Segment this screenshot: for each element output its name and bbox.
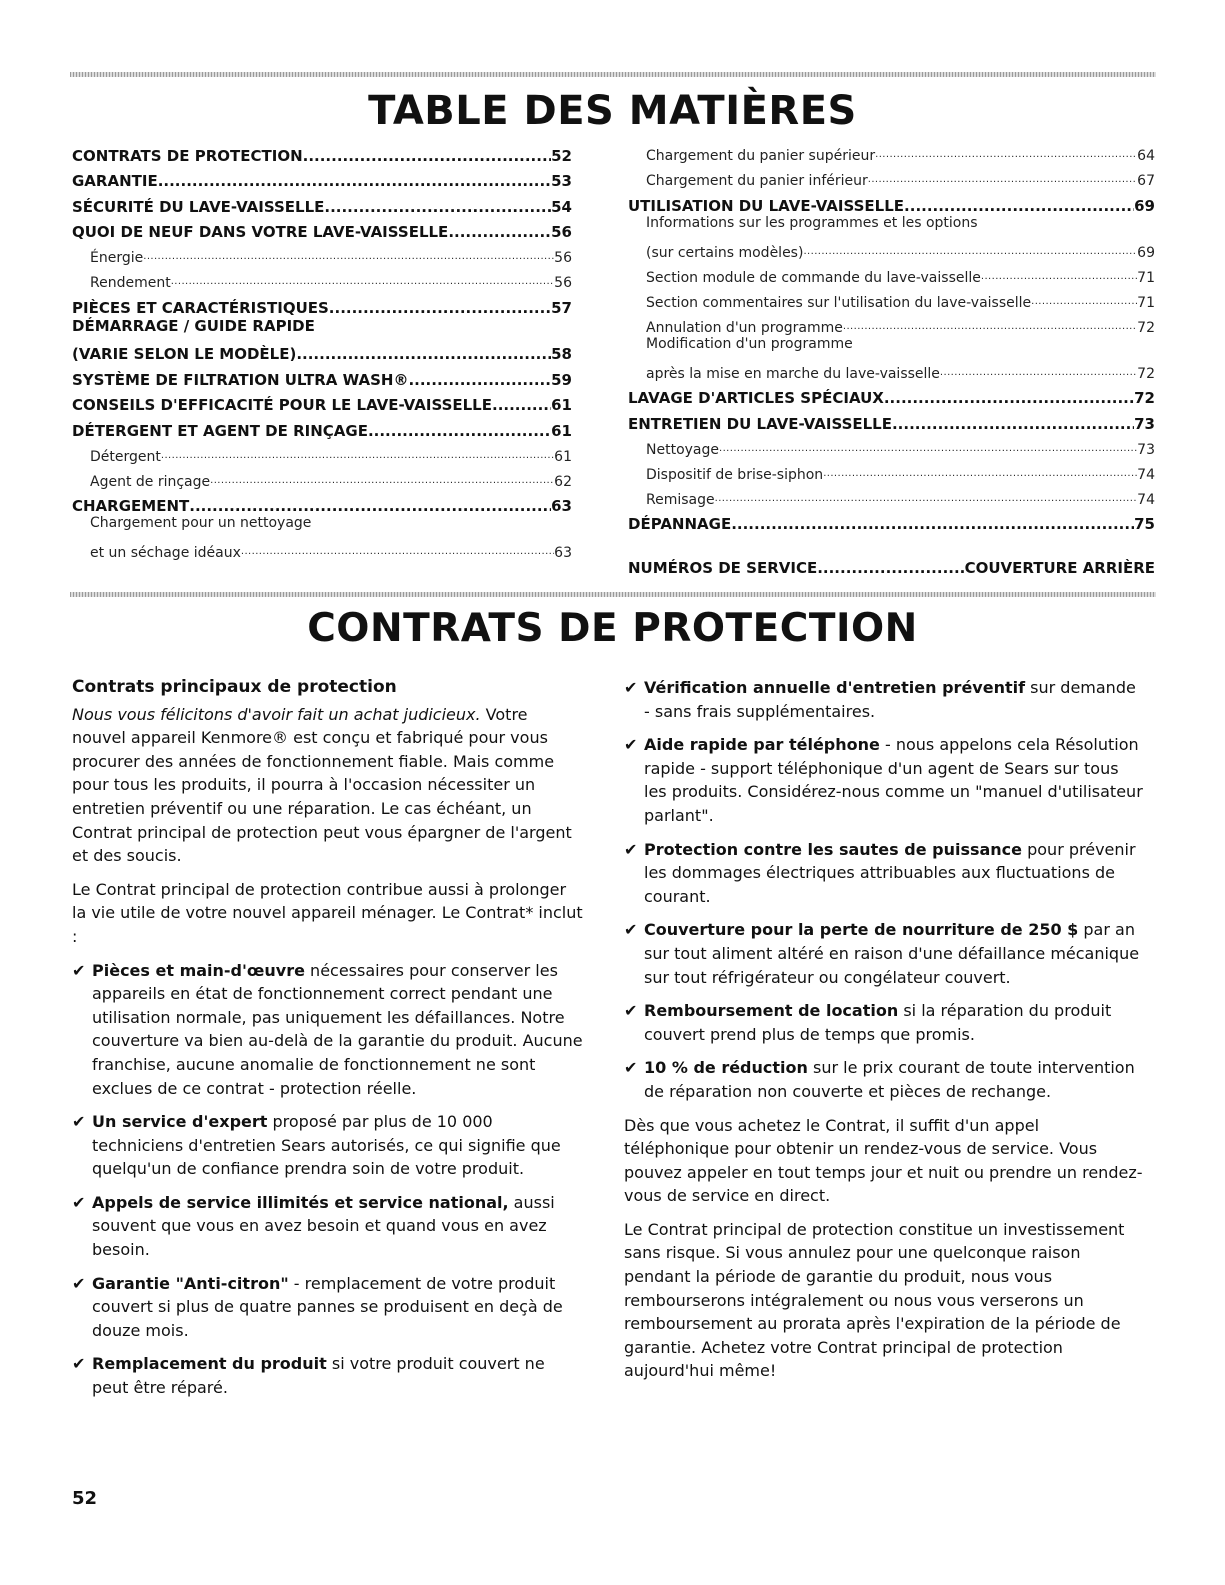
toc-entry-label: Chargement pour un nettoyage: [90, 515, 312, 531]
mid-rule: [70, 592, 1156, 597]
intro-paragraph: [72, 703, 584, 868]
toc-leader-dots: [189, 497, 551, 515]
toc-entry-page: 59: [551, 370, 572, 389]
toc-entry: [72, 440, 572, 465]
toc-entry-page: 63: [554, 545, 572, 561]
toc-leader-dots: [143, 248, 554, 266]
toc-entry-page: 74: [1137, 466, 1155, 483]
toc-entry-title: (sur certains modèles): [646, 244, 804, 261]
bullet-text: - nous appelons cela Résolution rapide - support téléphonique d'un agent de Sears sur tous les produits. Considérez-nous comme un "manuel d'utilisateur parlant".: [644, 735, 1143, 825]
toc-entry-page: 71: [1137, 269, 1155, 286]
top-rule: [70, 72, 1156, 77]
toc-leader-dots: [875, 146, 1137, 164]
toc-entry: [72, 216, 572, 242]
toc-entry: [628, 189, 1155, 215]
right-paragraph-1: Dès que vous achetez le Contrat, il suffit d'un appel téléphonique pour obtenir un rendez-vous de service. Vous pouvez appeler en tout temps jour et nuit ou prendre un rendez-vous de service en direct.: [624, 1115, 1143, 1206]
toc-entry: [72, 536, 572, 561]
toc-leader-dots: [158, 172, 551, 190]
toc-leader-dots: [303, 147, 552, 165]
toc-entry-page: 63: [551, 497, 572, 515]
intro-rest: Votre nouvel appareil Kenmore® est conçu et fabriqué pour vous procurer des années de fonctionnement fiable. Mais comme pour tous les produits, il pourra à l'occasion nécessiter un entretien préventif ou une réparation. Le cas échéant, un Contrat principal de protection peut vous épargner de l'argent et des soucis.: [72, 704, 572, 866]
checkmark-icon: ✔: [72, 1112, 86, 1132]
toc-entry-page: COUVERTURE ARRIÈRE: [964, 558, 1155, 577]
bullet-text: par an sur tout aliment altéré en raison d'une défaillance mécanique sur tout réfrigérateur ou congélateur couvert.: [644, 920, 1140, 987]
toc-leader-dots: [940, 364, 1137, 382]
toc-entry: [72, 139, 572, 165]
toc-right-column: [628, 139, 1155, 577]
toc-entry: [628, 551, 1155, 577]
toc-entry-page: 61: [554, 448, 572, 465]
toc-leader-dots: [368, 422, 551, 440]
toc-entry-title: NUMÉROS DE SERVICE: [628, 558, 818, 577]
checkmark-icon: ✔: [72, 1273, 86, 1293]
bullet-text: pour prévenir les dommages électriques attribuables aux fluctuations de courant.: [644, 839, 1136, 906]
toc-entry-page: 73: [1134, 414, 1155, 433]
toc-leader-dots: [408, 371, 551, 389]
toc-entry-title: après la mise en marche du lave-vaisselle: [646, 365, 940, 382]
toc-entry-title: CONSEILS D'EFFICACITÉ POUR LE LAVE-VAISSELLE: [72, 396, 492, 414]
toc-entry: [628, 261, 1155, 286]
bullet-text: sur le prix courant de toute intervention de réparation non couverte et pièces de rechange.: [644, 1058, 1135, 1101]
bullet-lead: Remboursement de location: [644, 1001, 899, 1021]
toc-entry: [72, 490, 572, 516]
checkmark-icon: ✔: [624, 1001, 638, 1021]
bullet-item: [72, 1191, 584, 1262]
left-text-column: [72, 676, 584, 1410]
toc-leader-dots: [884, 389, 1134, 407]
toc-entry: [72, 414, 572, 440]
toc-entry-page: 72: [1137, 319, 1155, 336]
bullet-lead: Garantie "Anti-citron": [92, 1273, 289, 1293]
toc-entry-page: 61: [551, 396, 572, 414]
toc-entry-title: UTILISATION DU LAVE-VAISSELLE: [628, 196, 905, 215]
checkmark-icon: ✔: [624, 839, 638, 859]
toc-leader-dots: [171, 273, 554, 291]
toc-entry-page: 56: [554, 275, 572, 291]
toc-entry-label: Modification d'un programme: [646, 335, 853, 352]
toc-entry-page: 64: [1137, 148, 1155, 164]
toc-entry-page: 56: [554, 250, 572, 266]
checkmark-icon: ✔: [624, 920, 638, 940]
bullet-lead: Couverture pour la perte de nourriture de 250 $: [644, 920, 1079, 940]
toc-entry: [72, 291, 572, 317]
toc-entry-title: Chargement du panier inférieur: [646, 173, 868, 189]
bullet-item: [624, 999, 1144, 1046]
toc-entry-page: 72: [1134, 389, 1155, 407]
toc-entry: [628, 139, 1155, 164]
toc-entry-page: 73: [1137, 441, 1155, 458]
toc-entry: [72, 165, 572, 191]
toc-entry-title: LAVAGE D'ARTICLES SPÉCIAUX: [628, 389, 884, 407]
toc-entry-page: 53: [551, 172, 572, 190]
right-text-column: [624, 676, 1144, 1393]
toc-entry-page: 72: [1137, 365, 1155, 382]
toc-entry-page: 74: [1137, 491, 1155, 508]
toc-entry-page: 52: [551, 146, 572, 165]
toc-entry-label: DÉMARRAGE / GUIDE RAPIDE: [72, 316, 315, 335]
page-number: 52: [72, 1488, 98, 1509]
toc-entry-title: SYSTÈME DE FILTRATION ULTRA WASH®: [72, 370, 409, 389]
bullet-text: sur demande - sans frais supplémentaires.: [644, 678, 1136, 721]
bullet-text: aussi souvent que vous en avez besoin et quand vous en avez besoin.: [92, 1192, 555, 1260]
bullet-item: [72, 1352, 584, 1399]
bullet-text: proposé par plus de 10 000 techniciens d'entretien Sears autorisés, ce qui signifie que quelqu'un de confiance prendra soin de votre produit.: [92, 1112, 561, 1179]
bullet-item: [624, 838, 1144, 909]
bullet-text: nécessaires pour conserver les appareils en état de fonctionnement correct pendant une utilisation normale, pas uniquement les défaillances. Notre couverture va bien au-delà de la garantie du produit. Aucune franchise, aucune anomalie de fonctionnement ne sont exclues de ce contrat - protection réelle.: [92, 960, 583, 1098]
bullet-item: [624, 1056, 1144, 1103]
intro-italic: Nous vous félicitons d'avoir fait un achat judicieux.: [72, 704, 481, 724]
checkmark-icon: ✔: [624, 1058, 638, 1078]
checkmark-icon: ✔: [72, 1192, 86, 1212]
toc-leader-dots: [731, 515, 1134, 533]
toc-entry-label: Informations sur les programmes et les options: [646, 214, 978, 231]
toc-entry: [72, 190, 572, 216]
toc-entry-title: QUOI DE NEUF DANS VOTRE LAVE-VAISSELLE: [72, 223, 449, 241]
toc-leader-dots: [1031, 293, 1137, 311]
toc-entry-title: Agent de rinçage: [90, 473, 211, 490]
toc-leader-dots: [329, 299, 551, 317]
bullet-lead: 10 % de réduction: [644, 1058, 808, 1078]
toc-entry-title: Nettoyage: [646, 441, 719, 458]
bullet-item: [72, 959, 584, 1101]
bullet-item: [624, 733, 1144, 827]
toc-leader-dots: [161, 447, 554, 465]
toc-entry-title: Dispositif de brise-siphon: [646, 466, 824, 483]
toc-entry: [628, 433, 1155, 458]
left-bullet-list: [72, 959, 584, 1400]
bullet-text: si votre produit couvert ne peut être réparé.: [92, 1354, 545, 1398]
toc-entry-page: 61: [551, 421, 572, 440]
toc-leader-dots: [823, 465, 1137, 483]
paragraph-2: Le Contrat principal de protection contribue aussi à prolonger la vie utile de votre nouvel appareil ménager. Le Contrat* inclut :: [72, 879, 583, 946]
toc-entry-title: Section module de commande du lave-vaisselle: [646, 269, 981, 286]
toc-entry-page: 69: [1134, 196, 1155, 215]
toc-entry: [72, 241, 572, 266]
bullet-lead: Remplacement du produit: [92, 1354, 327, 1374]
toc-leader-dots: [892, 415, 1134, 433]
toc-leader-dots: [981, 268, 1137, 286]
toc-entry-page: 54: [551, 197, 572, 216]
toc-entry-title: CONTRATS DE PROTECTION: [72, 146, 303, 165]
toc-entry-title: Annulation d'un programme: [646, 319, 843, 336]
toc-entry-title: DÉPANNAGE: [628, 515, 732, 533]
toc-entry-title: SÉCURITÉ DU LAVE-VAISSELLE: [72, 197, 325, 216]
left-heading: Contrats principaux de protection: [72, 677, 397, 697]
toc-entry-title: et un séchage idéaux: [90, 545, 241, 561]
section-title: CONTRATS DE PROTECTION: [307, 606, 918, 651]
toc-entry-page: 69: [1137, 244, 1155, 261]
bullet-text: si la réparation du produit couvert prend plus de temps que promis.: [644, 1001, 1112, 1044]
toc-entry-title: Section commentaires sur l'utilisation du lave-vaisselle: [646, 294, 1032, 311]
bullet-text: - remplacement de votre produit couvert si plus de quatre pannes se produisent en deçà de douze mois.: [92, 1273, 563, 1340]
bullet-item: [72, 1272, 584, 1343]
toc-leader-dots: [324, 198, 551, 216]
toc-leader-dots: [817, 559, 964, 577]
checkmark-icon: ✔: [72, 1354, 86, 1374]
bullet-lead: Pièces et main-d'œuvre: [92, 960, 305, 980]
toc-entry-page: 67: [1137, 173, 1155, 189]
toc-leader-dots: [868, 171, 1137, 189]
toc-entry-title: Chargement du panier supérieur: [646, 148, 876, 164]
toc-leader-dots: [210, 472, 554, 490]
toc-entry: [628, 236, 1155, 261]
toc-leader-dots: [719, 440, 1137, 458]
toc-entry-page: 71: [1137, 294, 1155, 311]
toc-entry: [628, 164, 1155, 189]
bullet-lead: Aide rapide par téléphone: [644, 735, 880, 755]
checkmark-icon: ✔: [624, 678, 638, 697]
toc-spacer: [628, 533, 1155, 551]
toc-entry-title: Détergent: [90, 448, 161, 465]
bullet-lead: Un service d'expert: [92, 1112, 268, 1132]
toc-entry: [72, 363, 572, 389]
toc-left-column: [72, 139, 572, 561]
toc-leader-dots: [715, 490, 1138, 508]
toc-leader-dots: [843, 318, 1137, 336]
toc-entry: [628, 483, 1155, 508]
bullet-lead: Vérification annuelle d'entretien préventif: [644, 678, 1026, 697]
toc-entry: [628, 286, 1155, 311]
toc-entry-page: 62: [554, 473, 572, 490]
bullet-item: [624, 918, 1144, 989]
bullet-lead: Appels de service illimités et service national,: [92, 1192, 509, 1212]
toc-entry-page: 75: [1134, 515, 1155, 533]
toc-entry: [628, 407, 1155, 433]
bullet-item: [624, 676, 1144, 723]
toc-entry: [72, 266, 572, 291]
toc-leader-dots: [448, 223, 551, 241]
toc-entry-title: PIÈCES ET CARACTÉRISTIQUES: [72, 298, 329, 317]
right-paragraph-2: Le Contrat principal de protection constitue un investissement sans risque. Si vous annulez pour une quelconque raison pendant la période de garantie du produit, nous vous rembourserons intégralement ou nous vous verserons un remboursement au prorata après l'expiration de la période de garantie. Achetez votre Contrat principal de protection aujourd'hui même!: [624, 1219, 1125, 1381]
toc-entry: [72, 338, 572, 364]
toc-entry: [628, 311, 1155, 336]
toc-entry-title: Rendement: [90, 275, 171, 291]
toc-entry-title: GARANTIE: [72, 172, 158, 190]
toc-entry: [628, 382, 1155, 408]
toc-entry-title: Énergie: [90, 250, 144, 266]
toc-entry-title: (VARIE SELON LE MODÈLE): [72, 345, 297, 363]
toc-leader-dots: [241, 543, 554, 561]
toc-entry: [72, 465, 572, 490]
checkmark-icon: ✔: [624, 735, 638, 755]
toc-entry-title: CHARGEMENT: [72, 497, 190, 515]
toc-entry: [628, 508, 1155, 534]
bullet-lead: Protection contre les sautes de puissance: [644, 839, 1023, 859]
toc-entry-title: DÉTERGENT ET AGENT DE RINÇAGE: [72, 421, 368, 440]
right-bullet-list: [624, 676, 1144, 1104]
toc-entry-page: 56: [551, 223, 572, 241]
toc-title: TABLE DES MATIÈRES: [368, 88, 857, 134]
toc-entry-title: Remisage: [646, 491, 715, 508]
checkmark-icon: ✔: [72, 960, 86, 980]
toc-entry: [72, 389, 572, 415]
toc-leader-dots: [492, 396, 551, 414]
bullet-item: [72, 1110, 584, 1181]
toc-entry: [628, 458, 1155, 483]
toc-entry-page: 58: [551, 345, 572, 363]
toc-entry-page: 57: [551, 298, 572, 317]
toc-entry: [628, 357, 1155, 382]
toc-leader-dots: [904, 197, 1134, 215]
toc-entry-title: ENTRETIEN DU LAVE-VAISSELLE: [628, 414, 892, 433]
toc-leader-dots: [296, 345, 551, 363]
toc-leader-dots: [803, 243, 1137, 261]
